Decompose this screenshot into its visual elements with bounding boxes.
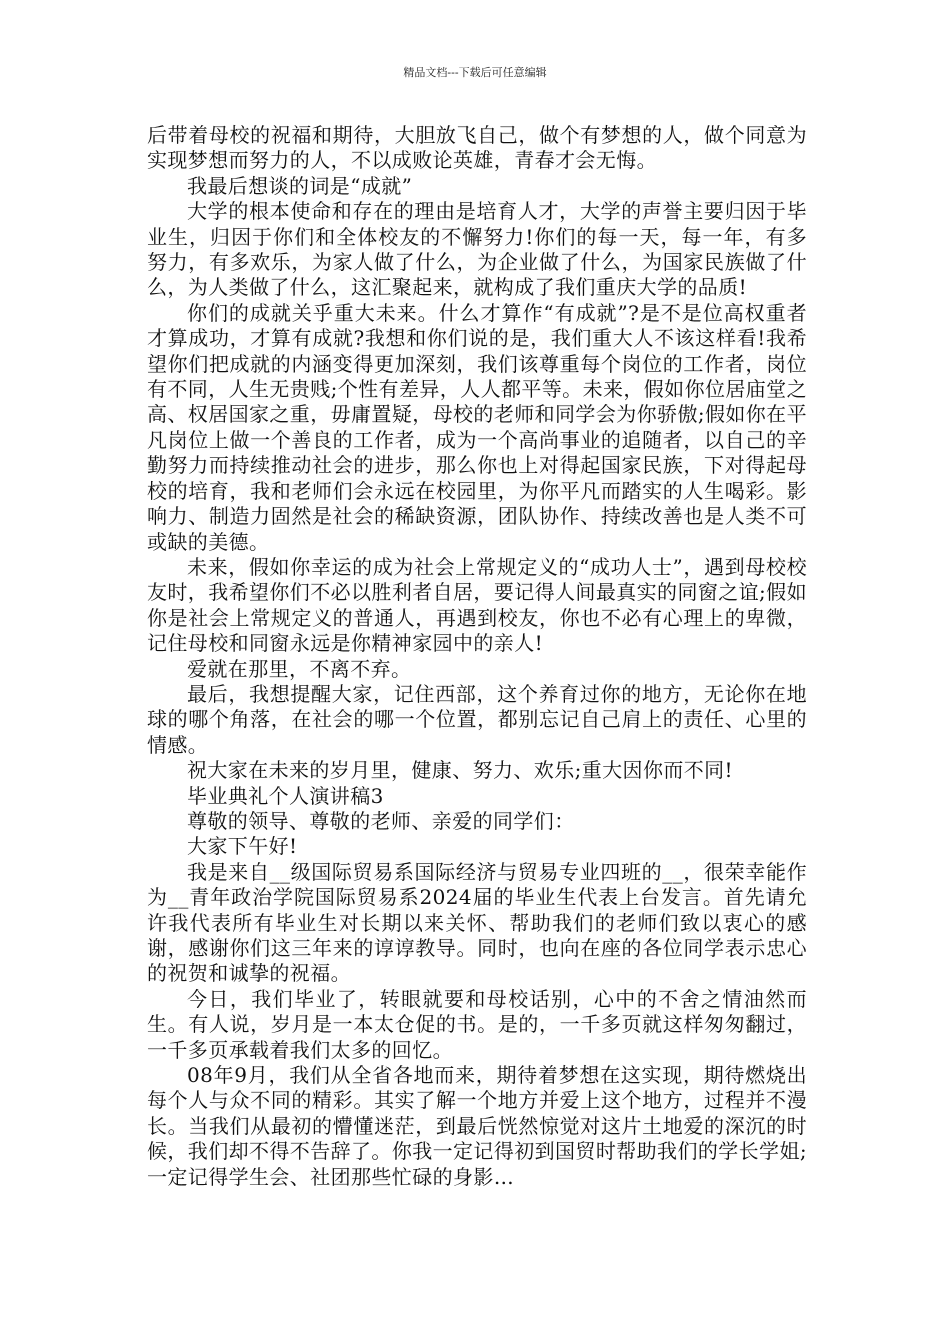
paragraph: 未来，假如你幸运的成为社会上常规定义的“成功人士”，遇到母校校友时，我希望你们不必以胜利者自居，要记得人间最真实的同窗之谊;假如你是社会上常规定义的普通人，再遇到校友，你也不必有心理上的卑微，记住母校和同窗永远是你精神家园中的亲人!	[147, 554, 807, 656]
paragraph: 08年9月，我们从全省各地而来，期待着梦想在这实现，期待燃烧出每个人与众不同的精彩。其实了解一个地方并爱上这个地方，过程并不漫长。当我们从最初的懵懂迷茫，到最后恍然惊觉对这片土地爱的深沉的时候，我们却不得不告辞了。你我一定记得初到国贸时帮助我们的学长学姐;一定记得学生会、社团那些忙碌的身影…	[147, 1063, 807, 1189]
document-body	[147, 123, 807, 1190]
paragraph: 爱就在那里，不离不弃。	[187, 656, 412, 681]
paragraph: 今日，我们毕业了，转眼就要和母校话别，心中的不舍之情油然而生。有人说，岁月是一本太仓促的书。是的，一千多页就这样匆匆翻过，一千多页承载着我们太多的回忆。	[147, 986, 807, 1062]
paragraph: 你们的成就关乎重大未来。什么才算作“有成就”?是不是位高权重者才算成功，才算有成就?我想和你们说的是，我们重大人不该这样看!我希望你们把成就的内涵变得更加深刻，我们该尊重每个岗位的工作者，岗位有不同，人生无贵贱;个性有差异，人人都平等。未来，假如你位居庙堂之高、权居国家之重，毋庸置疑，母校的老师和同学会为你骄傲;假如你在平凡岗位上做一个善良的工作者，成为一个高尚事业的追随者，以自己的辛勤努力而持续推动社会的进步，那么你也上对得起国家民族，下对得起母校的培育，我和老师们会永远在校园里，为你平凡而踏实的人生喝彩。影响力、制造力固然是社会的稀缺资源，团队协作、持续改善也是人类不可或缺的美德。	[147, 300, 807, 554]
paragraph: 祝大家在未来的岁月里，健康、努力、欢乐;重大因你而不同!	[187, 758, 733, 783]
section-heading: 毕业典礼个人演讲稿3	[187, 783, 384, 808]
paragraph: 我是来自__级国际贸易系国际经济与贸易专业四班的__，很荣幸能作为__青年政治学院国际贸易系2024届的毕业生代表上台发言。首先请允许我代表所有毕业生对长期以来关怀、帮助我们的老师们致以衷心的感谢，感谢你们这三年来的谆谆教导。同时，也向在座的各位同学表示忠心的祝贺和诚挚的祝福。	[147, 859, 807, 986]
paragraph: 大学的根本使命和存在的理由是培育人才，大学的声誉主要归因于毕业生，归因于你们和全体校友的不懈努力!你们的每一天，每一年，有多努力，有多欢乐，为家人做了什么，为企业做了什么，为国家民族做了什么，为人类做了什么，这汇聚起来，就构成了我们重庆大学的品质!	[147, 199, 807, 300]
greeting: 大家下午好!	[187, 834, 298, 859]
paragraph: 后带着母校的祝福和期待，大胆放飞自己，做个有梦想的人，做个同意为实现梦想而努力的人，不以成败论英雄，青春才会无悔。	[147, 123, 807, 173]
paragraph: 我最后想谈的词是“成就”	[187, 173, 413, 198]
salutation: 尊敬的领导、尊敬的老师、亲爱的同学们：	[187, 808, 575, 833]
paragraph: 最后，我想提醒大家，记住西部，这个养育过你的地方，无论你在地球的哪个角落，在社会的哪一个位置，都别忘记自己肩上的责任、心里的情感。	[147, 681, 807, 757]
page-header: 精品文档---下载后可任意编辑	[403, 66, 547, 79]
